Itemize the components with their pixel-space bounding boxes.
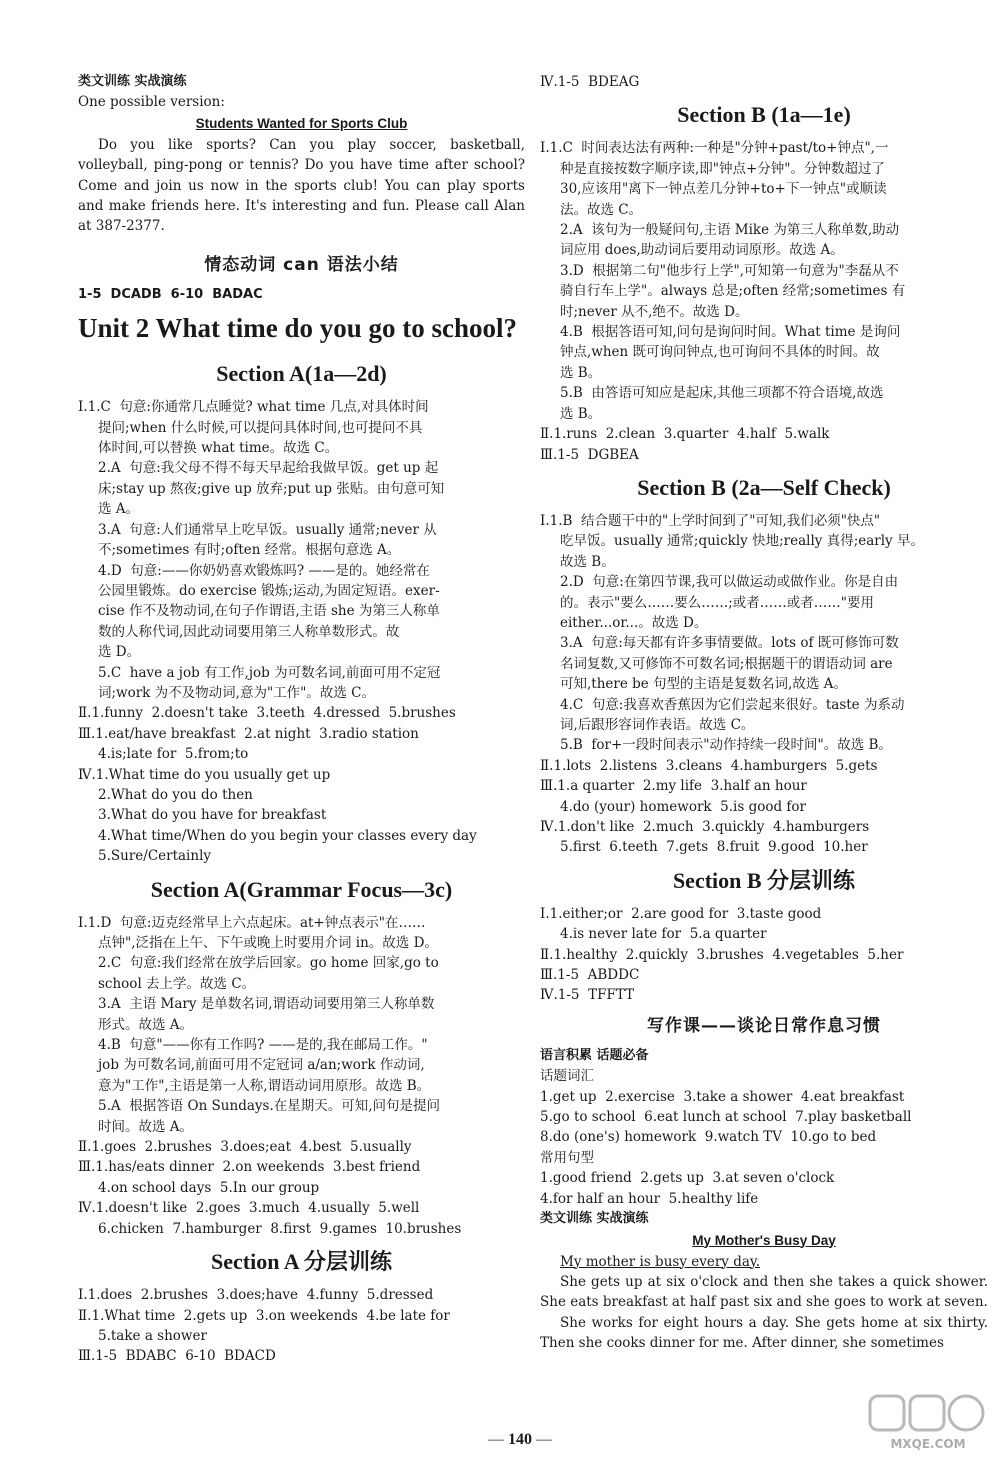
answer-line: Ⅳ.1.don't like 2.much 3.quickly 4.hamburgers <box>540 819 870 835</box>
section-b3-title: Section B 分层训练 <box>672 867 856 893</box>
answer-line: Ⅲ.1-5 BDABC 6-10 BDACD <box>78 1348 276 1365</box>
answer-line: 5.B for+一段时间表示"动作持续一段时间"。故选 B。 <box>560 737 892 754</box>
sentence-patterns-heading: 常用句型 <box>540 1149 594 1166</box>
essay-paragraph-2: She gets up at six o'clock and then she takes a quick shower. She eats breakfast at half past six and she goes to work at seven. <box>540 1273 988 1311</box>
language-accumulation-heading: 语言积累 话题必备 <box>540 1047 649 1063</box>
answer-line: 2.C 句意:我们经常在放学后回家。go home 回家,go to <box>98 955 439 972</box>
page-number: 140 <box>508 1431 532 1448</box>
answer-line: 意为"工作",主语是第一人称,谓语动词用原形。故选 B。 <box>98 1077 431 1094</box>
answer-line: 4.do (your) homework 5.is good for <box>560 798 807 815</box>
grammar-answers: 1-5 DCADB 6-10 BADAC <box>78 286 263 302</box>
writing-lesson-title: 写作课——谈论日常作息习惯 <box>647 1015 881 1036</box>
section-b1-title: Section B (1a—1e) <box>677 102 851 128</box>
section-a3-title: Section A 分层训练 <box>211 1249 392 1275</box>
answer-line: 3.A 句意:每天都有许多事情要做。lots of 既可修饰可数 <box>560 635 899 652</box>
footer-dash-right: — <box>536 1431 552 1448</box>
answer-line: 时;never 从不,绝不。故选 D。 <box>560 303 749 320</box>
right-column <box>540 72 988 1354</box>
answer-line: 词;work 为不及物动词,意为"工作"。故选 C。 <box>98 684 375 701</box>
answer-line: 5.C have a job 有工作,job 为可数名词,前面可用不定冠 <box>98 664 441 681</box>
answer-line: 4.B 句意"——你有工作吗? ——是的,我在邮局工作。" <box>98 1037 428 1054</box>
answer-line: 体时间,可以替换 what time。故选 C。 <box>98 440 339 457</box>
essay-first-sentence <box>540 1252 988 1272</box>
answer-line: 4.on school days 5.In our group <box>98 1179 320 1196</box>
page-footer <box>460 1431 580 1449</box>
answer-line: either...or...。故选 D。 <box>560 614 708 631</box>
answer-line: 时间。故选 A。 <box>98 1118 194 1135</box>
answer-line: Ⅱ.1.lots 2.listens 3.cleans 4.hamburgers 5.gets <box>540 757 878 774</box>
answer-line: 公园里锻炼。do exercise 锻炼;运动,为固定短语。exer- <box>98 582 440 599</box>
answer-line: Ⅲ.1-5 ABDDC <box>540 967 640 984</box>
unit-title: Unit 2 What time do you go to school? <box>78 313 518 344</box>
answer-line: 提问;when 什么时候,可以提问具体时间,也可提问不具 <box>98 419 423 436</box>
section-a1-title: Section A(1a—2d) <box>216 361 387 387</box>
answer-line: Ⅲ.1.a quarter 2.my life 3.half an hour <box>540 778 807 795</box>
answer-line: 6.chicken 7.hamburger 8.first 9.games 10.brushes <box>98 1220 462 1237</box>
essay-paragraph-3: She works for eight hours a day. She gets home at six thirty. Then she cooks dinner for me. After dinner, she sometimes <box>540 1314 988 1352</box>
answer-line: 3.A 主语 Mary 是单数名词,谓语动词要用第三人称单数 <box>98 996 435 1013</box>
answer-line: job 为可数名词,前面可用不定冠词 a/an;work 作动词, <box>98 1057 425 1074</box>
answer-line: Ⅱ.1.runs 2.clean 3.quarter 4.half 5.walk <box>540 426 830 443</box>
one-possible-version: One possible version: <box>78 94 225 111</box>
answer-line: 30,应该用"离下一钟点差几分钟+to+下一钟点"或顺读 <box>560 181 887 198</box>
answer-line: 钟点,when 既可询问钟点,也可询问不具体的时间。故 <box>560 344 880 361</box>
answer-line: 4.B 根据答语可知,问句是询问时间。What time 是询问 <box>560 324 901 341</box>
answer-line: 可知,there be 句型的主语是复数名词,故选 A。 <box>560 676 847 693</box>
section-b2-title: Section B (2a—Self Check) <box>637 474 891 500</box>
vocab-line: 8.do (one's) homework 9.watch TV 10.go to bed <box>540 1129 877 1146</box>
answer-line: 故选 B。 <box>560 553 615 570</box>
answer-line: 法。故选 C。 <box>560 201 643 218</box>
answer-line: 5.Sure/Certainly <box>98 848 212 865</box>
answer-line: Ⅰ.1.B 结合题干中的"上学时间到了"可知,我们必须"快点" <box>540 512 881 529</box>
footer-dash-left: — <box>488 1431 504 1448</box>
writing-practice-heading: 类文训练 实战演练 <box>78 74 187 89</box>
watermark-icon <box>868 1392 988 1452</box>
answer-line: 吃早饭。usually 通常;quickly 快地;really 真得;early 早。 <box>560 533 924 550</box>
answer-line: Ⅰ.1.does 2.brushes 3.does;have 4.funny 5.dressed <box>78 1287 434 1304</box>
watermark-logo <box>868 1392 988 1452</box>
answer-line: 4.is never late for 5.a quarter <box>560 926 767 943</box>
answer-line: Ⅲ.1.has/eats dinner 2.on weekends 3.best friend <box>78 1159 421 1176</box>
answer-line: 点钟",泛指在上午、下午或晚上时要用介词 in。故选 D。 <box>98 935 438 951</box>
answer-line: 3.A 句意:人们通常早上吃早饭。usually 通常;never 从 <box>98 521 437 538</box>
answer-line: Ⅳ.1.What time do you usually get up <box>78 766 331 783</box>
left-column <box>78 72 525 1367</box>
answer-line: Ⅰ.1.either;or 2.are good for 3.taste good <box>540 905 822 922</box>
vocab-line: 5.go to school 6.eat lunch at school 7.play basketball <box>540 1109 912 1126</box>
answer-line: Ⅲ.1-5 DGBEA <box>540 446 639 463</box>
answer-line: 2.D 句意:在第四节课,我可以做运动或做作业。你是自由 <box>560 574 899 591</box>
section-a2-answers <box>78 913 525 1240</box>
answer-line: school 去上学。故选 C。 <box>98 975 256 992</box>
essay-title: Students Wanted for Sports Club <box>195 115 408 131</box>
answer-line: 3.What do you have for breakfast <box>98 807 327 824</box>
answer-line: 3.D 根据第二句"他步行上学",可知第一句意为"李磊从不 <box>560 262 899 279</box>
answer-line: 骑自行车上学"。always 总是;often 经常;sometimes 有 <box>560 283 906 300</box>
answer-line: 不;sometimes 有时;often 经常。根据句意选 A。 <box>98 542 401 559</box>
answer-line: 5.A 根据答语 On Sundays.在星期天。可知,问句是提问 <box>98 1098 441 1115</box>
sentence-line: 4.for half an hour 5.healthy life <box>540 1190 759 1207</box>
answer-line: 选 A。 <box>98 501 140 518</box>
answer-line: Ⅳ.1-5 BDEAG <box>540 74 640 90</box>
answer-line: 词应用 does,助动词后要用动词原形。故选 A。 <box>560 242 844 259</box>
answer-line: Ⅱ.1.What time 2.gets up 3.on weekends 4.be late for <box>78 1307 450 1324</box>
answer-line: cise 作不及物动词,在句子作谓语,主语 she 为第三人称单 <box>98 603 440 620</box>
answer-line: 词,后跟形容词作表语。故选 C。 <box>560 716 755 733</box>
section-a1-answers <box>78 397 525 866</box>
answer-line: Ⅳ.1-5 TFFTT <box>540 987 635 1004</box>
answer-line: 名词复数,又可修饰不可数名词;根据题干的谓语动词 are <box>560 655 893 672</box>
answer-line: 形式。故选 A。 <box>98 1016 194 1033</box>
answer-line: 的。表示"要么……要么……;或者……或者……"要用 <box>560 594 874 611</box>
answer-line: Ⅱ.1.goes 2.brushes 3.does;eat 4.best 5.usually <box>78 1139 412 1156</box>
answer-line: Ⅳ.1.doesn't like 2.goes 3.much 4.usually 5.well <box>78 1200 420 1217</box>
answer-line: 4.What time/When do you begin your classes every day <box>98 827 477 844</box>
answer-line: Ⅰ.1.C 时间表达法有两种:一种是"分钟+past/to+钟点",一 <box>540 140 889 157</box>
essay-title-2: My Mother's Busy Day <box>692 1232 836 1248</box>
answer-line: 4.D 句意:——你奶奶喜欢锻炼吗? ——是的。她经常在 <box>98 562 430 579</box>
section-a2-title: Section A(Grammar Focus—3c) <box>150 876 453 902</box>
sentence-line: 1.good friend 2.gets up 3.at seven o'clock <box>540 1170 835 1187</box>
answer-line: 5.take a shower <box>98 1327 207 1344</box>
answer-line: 2.A 句意:我父母不得不每天早起给我做早饭。get up 起 <box>98 460 439 477</box>
answer-line: 4.is;late for 5.from;to <box>98 746 249 763</box>
answer-line: 5.B 由答语可知应是起床,其他三项都不符合语境,故选 <box>560 385 884 402</box>
answer-line: Ⅲ.1.eat/have breakfast 2.at night 3.radio station <box>78 725 419 742</box>
topic-vocabulary-heading: 话题词汇 <box>540 1068 594 1085</box>
grammar-summary-title: 情态动词 can 语法小结 <box>204 254 399 275</box>
answer-line: 4.C 句意:我喜欢香蕉因为它们尝起来很好。taste 为系动 <box>560 696 905 713</box>
section-b3-answers <box>540 904 988 1006</box>
answer-line: 2.What do you do then <box>98 786 253 803</box>
answer-line: Ⅰ.1.C 句意:你通常几点睡觉? what time 几点,对具体时间 <box>78 399 429 416</box>
answer-line: Ⅱ.1.healthy 2.quickly 3.brushes 4.vegetables 5.her <box>540 946 904 963</box>
answer-line: Ⅰ.1.D 句意:迈克经常早上六点起床。at+钟点表示"在…… <box>78 914 426 931</box>
writing-practice-heading-2: 类文训练 实战演练 <box>540 1211 649 1227</box>
vocab-line: 1.get up 2.exercise 3.take a shower 4.eat breakfast <box>540 1088 905 1105</box>
section-a3-answers <box>78 1285 525 1367</box>
answer-line: 床;stay up 熬夜;give up 放弃;put up 张贴。由句意可知 <box>98 480 445 497</box>
answer-line: 种是直接按数字顺序读,即"钟点+分钟"。分钟数超过了 <box>560 160 886 177</box>
answer-line: 选 B。 <box>560 364 602 381</box>
underlined-topic-sentence: My mother is busy every day. <box>560 1253 761 1270</box>
answer-line: 5.first 6.teeth 7.gets 8.fruit 9.good 10.her <box>560 839 868 856</box>
section-b2-answers <box>540 511 988 858</box>
answer-line: 选 D。 <box>98 644 141 661</box>
answer-line: 选 B。 <box>560 405 602 422</box>
answer-line: 2.A 该句为一般疑问句,主语 Mike 为第三人称单数,助动 <box>560 222 900 239</box>
essay-body: Do you like sports? Can you play soccer, basketball, volleyball, ping-pong or tennis? Do you have time after school? Come and join us now in the sports club! You can play sports and make friends here. It's interesting and fun. Please call Alan at 387-2377. <box>78 136 525 235</box>
answer-line: Ⅱ.1.funny 2.doesn't take 3.teeth 4.dressed 5.brushes <box>78 705 456 722</box>
section-b1-answers <box>540 138 988 465</box>
watermark-sub: MXQE.COM <box>890 1437 966 1451</box>
answer-line: 数的人称代词,因此动词要用第三人称单数形式。故 <box>98 623 400 640</box>
